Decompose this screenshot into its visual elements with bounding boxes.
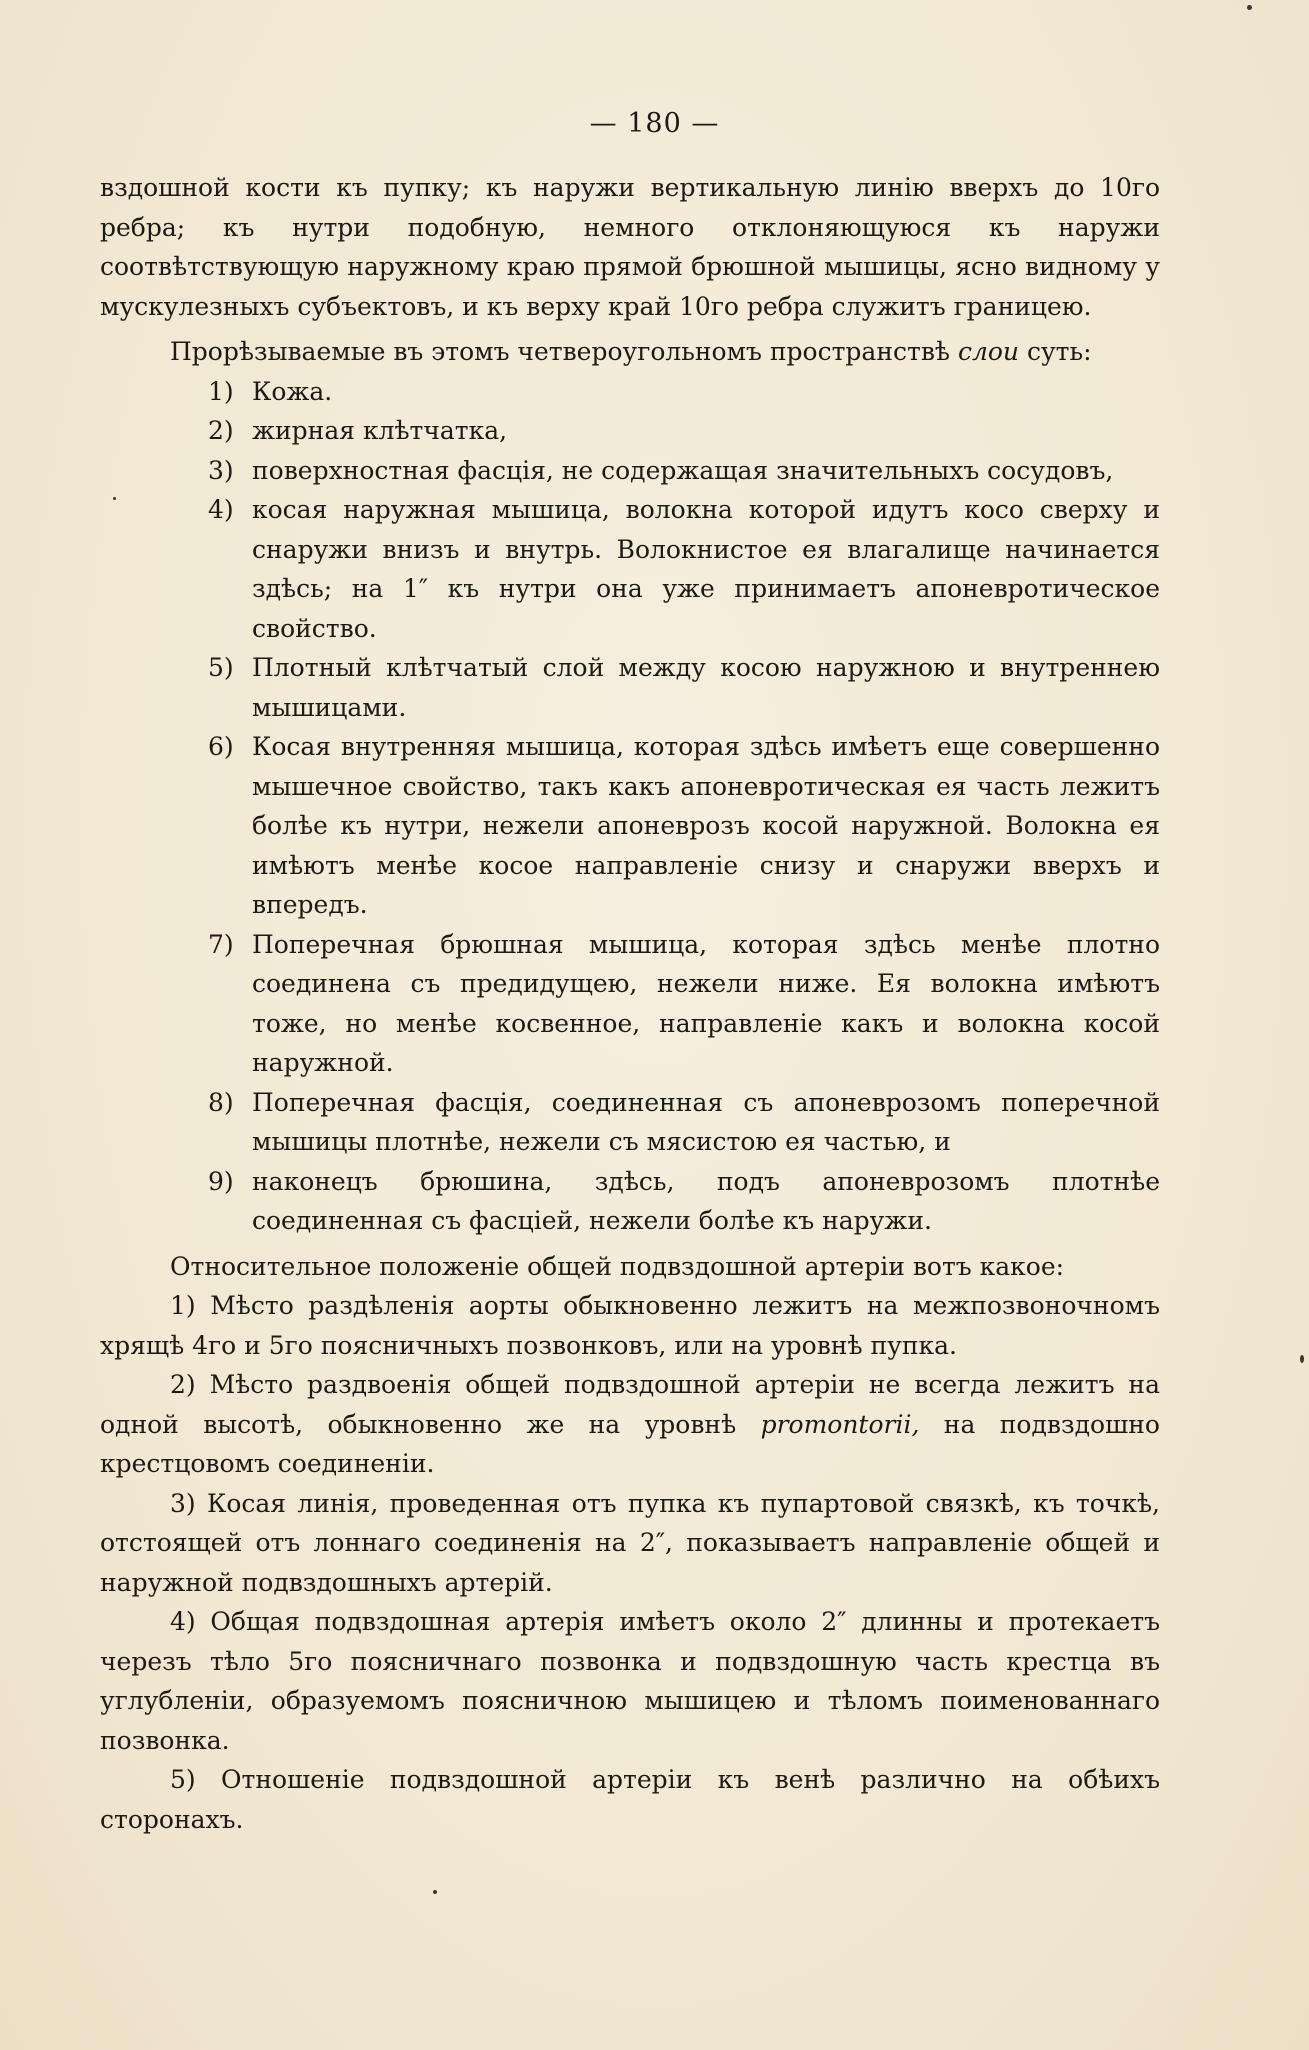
list-item-number: 7) [208, 929, 234, 959]
list-item [100, 1162, 1160, 1241]
list-item-number: 4) [208, 495, 234, 524]
list-item-text: поверхностная фасція, не содержащая значительныхъ сосудовъ, [252, 455, 1114, 485]
artery-point-3: 3) Косая линія, проведенная отъ пупка къ пупартовой связкѣ, къ точкѣ, отстоящей отъ лоннаго соединенія на 2″, показываетъ направленіе общей и наружной подвздошныхъ артерій. [100, 1488, 1160, 1597]
list-item [100, 1083, 1160, 1162]
layers-list [100, 372, 1160, 1241]
list-item-number: 3) [208, 455, 234, 485]
ink-speck [1247, 5, 1252, 10]
list-item [100, 490, 1160, 648]
list-item-number: 2) [208, 416, 234, 445]
list-item [100, 648, 1160, 727]
list-item [100, 925, 1160, 1083]
list-item-number: 8) [208, 1087, 234, 1117]
list-item-text: косая наружная мышица, волокна которой идутъ косо сверху и снаружи внизъ и внутрь. Волокнистое ея влагалище начинается здѣсь; на 1″ къ нутри она уже принимаетъ апоневротическое свойство. [252, 495, 1160, 643]
ink-speck [113, 497, 116, 500]
list-item-text: Плотный клѣтчатый слой между косою наружною и внутреннею мышицами. [252, 653, 1160, 722]
list-item [100, 372, 1160, 412]
artery-point-2 [100, 1365, 1160, 1484]
artery-point-2-end: на подвздошно крестцовомъ соединеніи. [100, 1409, 1160, 1478]
artery-point-4: 4) Общая подвздошная артерія имѣетъ около 2″ длинны и протекаетъ черезъ тѣло 5го поясничнаго позвонка и подвздошную часть крестца въ углубленіи, образуемомъ поясничною мышицею и тѣломъ поименованнаго позвонка. [100, 1607, 1160, 1755]
artery-point-5: 5) Отношеніе подвздошной артеріи къ венѣ различно на обѣихъ сторонахъ. [100, 1765, 1160, 1834]
layers-lead-end: суть: [1019, 337, 1092, 366]
intro-paragraph: вздошной кости къ пупку; къ наружи вертикальную линію вверхъ до 10го ребра; къ нутри подобную, немного отклоняющуюся къ наружи соотвѣтствующую наружному краю прямой брюшной мышицы, ясно видному у мускулезныхъ субъектовъ, и къ верху край 10го ребра служитъ границею. [100, 173, 1160, 321]
ink-speck [1300, 1355, 1304, 1363]
list-item-text: жирная клѣтчатка, [252, 416, 508, 445]
list-item [100, 411, 1160, 451]
list-item-number: 5) [208, 653, 234, 682]
layers-lead-text: Прорѣзываемые въ этомъ четвероугольномъ пространствѣ [170, 337, 958, 366]
page-number: — 180 — [589, 108, 720, 139]
layers-lead-italic: слои [957, 337, 1020, 366]
artery-lead: Относительное положеніе общей подвздошной артеріи вотъ какое: [170, 1251, 1065, 1281]
page-body [100, 168, 1160, 1839]
artery-point-2-latin: promontorii, [760, 1409, 920, 1439]
list-item-text: Косая внутренняя мышица, которая здѣсь имѣетъ еще совершенно мышечное свойство, такъ какъ апоневротическая ея часть лежитъ болѣе къ нутри, нежели апоневрозъ косой наружной. Волокна ея имѣютъ менѣе косое направленіе снизу и снаружи вверхъ и впередъ. [252, 732, 1160, 919]
list-item-text: Поперечная брюшная мышица, которая здѣсь менѣе плотно соединена съ предидущею, нежели ниже. Ея волокна имѣютъ тоже, но менѣе косвенное, направленіе какъ и волокна косой наружной. [252, 929, 1160, 1077]
layers-lead [100, 332, 1160, 372]
list-item-number: 9) [208, 1166, 234, 1196]
list-item [100, 451, 1160, 491]
ink-speck [433, 1890, 437, 1894]
artery-point-1: 1) Мѣсто раздѣленія аорты обыкновенно лежитъ на межпозвоночномъ хрящѣ 4го и 5го поясничныхъ позвонковъ, или на уровнѣ пупка. [100, 1291, 1160, 1360]
list-item-text: Кожа. [252, 376, 333, 406]
list-item-number: 6) [208, 732, 234, 761]
list-item [100, 727, 1160, 925]
artery-point-2-text: 2) Мѣсто раздвоенія общей подвздошной артеріи не всегда лежитъ на одной высотѣ, обыкновенно же на уровнѣ [100, 1370, 1160, 1439]
list-item-text: наконецъ брюшина, здѣсь, подъ апоневрозомъ плотнѣе соединенная съ фасціей, нежели болѣе къ наружи. [252, 1166, 1160, 1235]
list-item-text: Поперечная фасція, соединенная съ апоневрозомъ поперечной мышицы плотнѣе, нежели съ мясистою ея частью, и [252, 1087, 1160, 1156]
list-item-number: 1) [208, 376, 234, 406]
